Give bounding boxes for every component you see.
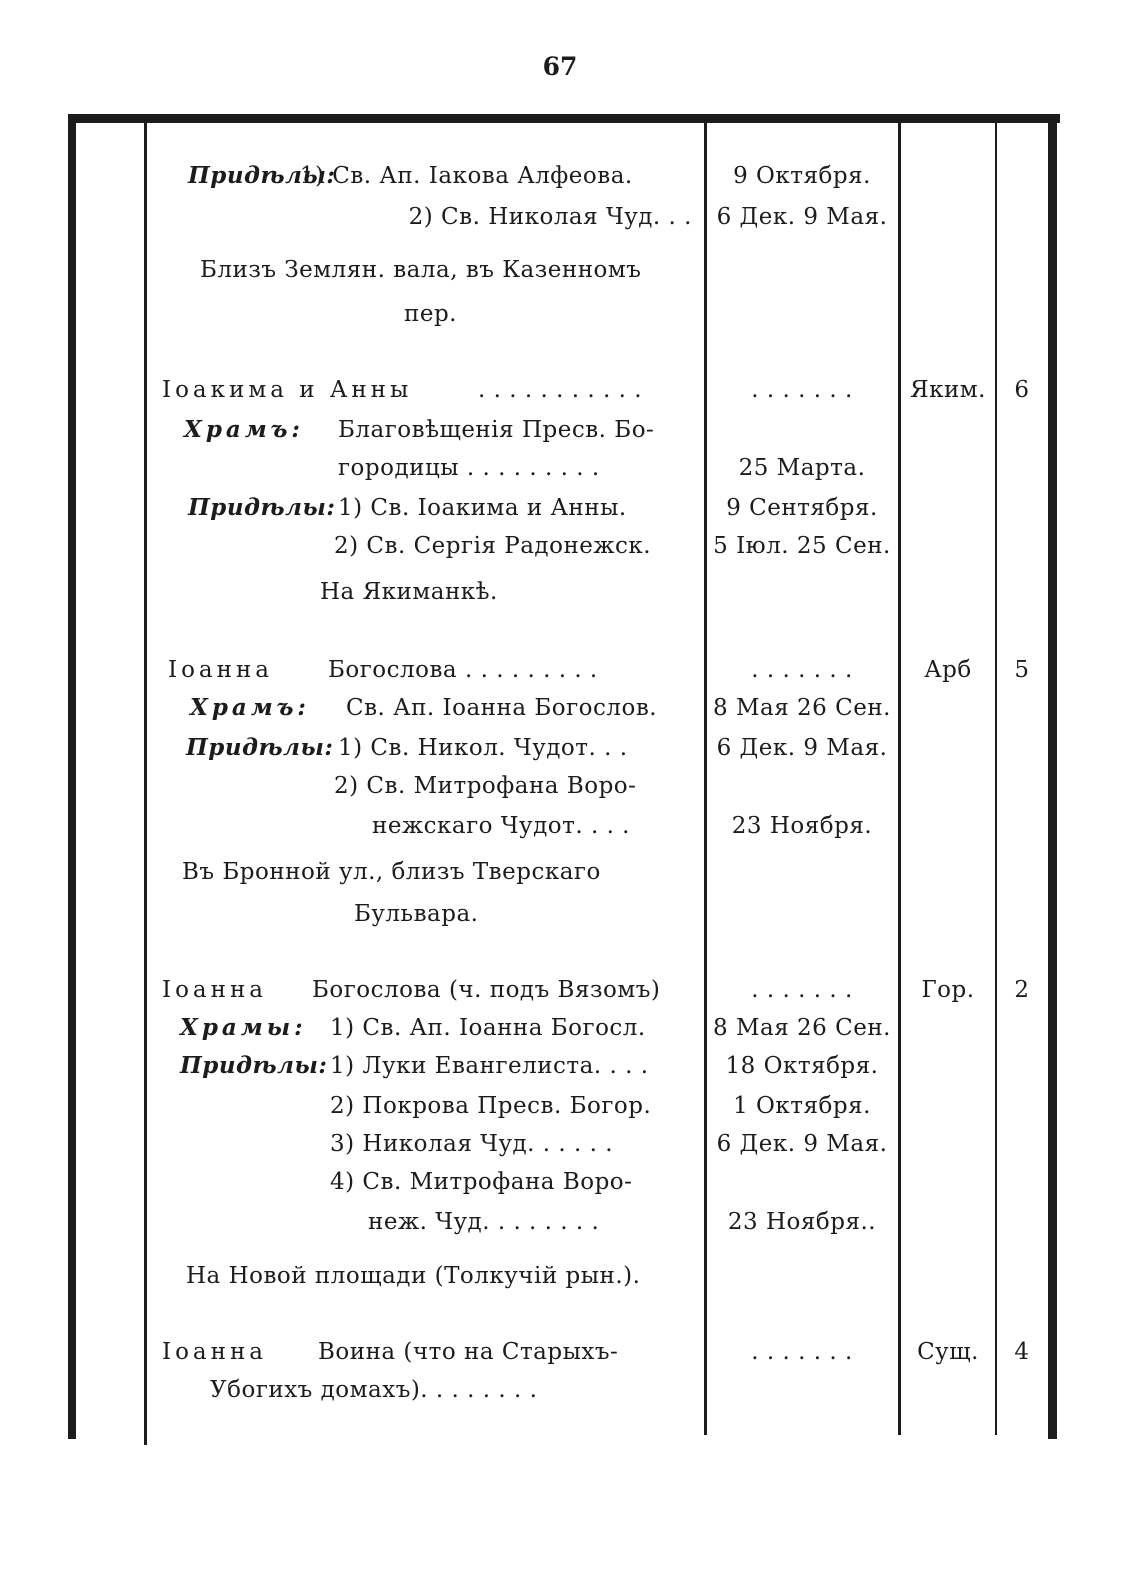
- chapel-line: 1) Св. Іоакима и Анны.: [338, 495, 627, 521]
- column-divider-date: [704, 120, 707, 1435]
- chapels-label: Придѣлы:: [188, 162, 336, 189]
- address-line: пер.: [404, 301, 457, 327]
- church-name: Іоанна: [162, 977, 268, 1003]
- church-count: 5: [1014, 657, 1030, 683]
- church-name-rest: Богослова (ч. подъ Вязомъ): [312, 977, 661, 1003]
- church-name-rest: Убогихъ домахъ). . . . . . . .: [210, 1377, 538, 1403]
- feast-date: 5 Іюл. 25 Сен.: [713, 533, 891, 559]
- temple-line: Благовѣщенія Пресв. Бо-: [338, 417, 655, 443]
- leader-dots: . . . . . . . . . . .: [478, 377, 643, 403]
- chapels-label: Придѣлы:: [186, 734, 334, 761]
- chapel-line: 1) Св. Ап. Іакова Алфеова.: [292, 163, 633, 189]
- church-name-rest: Воина (что на Старыхъ-: [318, 1339, 619, 1365]
- address-line: Въ Бронной ул., близъ Тверскаго: [182, 859, 601, 885]
- feast-date: 6 Дек. 9 Мая.: [716, 204, 888, 230]
- feast-date: 6 Дек. 9 Мая.: [716, 735, 888, 761]
- chapel-line: 3) Николая Чуд. . . . . .: [330, 1131, 614, 1157]
- address-line: На Якиманкѣ.: [320, 579, 498, 605]
- chapel-line: 2) Св. Николая Чуд. . .: [408, 204, 692, 230]
- church-name: Іоакима и Анны: [162, 377, 413, 403]
- page-number: 67: [542, 52, 578, 81]
- district: Гор.: [921, 977, 975, 1003]
- table-top-rule: [70, 114, 1060, 123]
- feast-date: 6 Дек. 9 Мая.: [716, 1131, 888, 1157]
- chapel-line: нежскаго Чудот. . . .: [372, 813, 630, 839]
- address-line: Близъ Землян. вала, въ Казенномъ: [200, 257, 642, 283]
- feast-date: 18 Октября.: [725, 1053, 879, 1079]
- address-line: На Новой площади (Толкучій рын.).: [186, 1263, 641, 1289]
- temple-label: Храмы:: [180, 1014, 307, 1041]
- chapel-line: 2) Покрова Пресв. Богор.: [330, 1093, 652, 1119]
- church-count: 2: [1014, 977, 1030, 1003]
- table-right-border: [1048, 114, 1057, 1439]
- column-divider-name: [144, 120, 147, 1445]
- temple-line: городицы . . . . . . . . .: [338, 455, 600, 481]
- chapel-line: 2) Св. Сергія Радонежск.: [334, 533, 652, 559]
- temple-label: Храмъ:: [190, 694, 310, 721]
- leader-dots: . . . . . . .: [751, 657, 853, 683]
- feast-date: 9 Сентября.: [726, 495, 878, 521]
- table-left-border: [68, 114, 76, 1439]
- chapel-line: 4) Св. Митрофана Воро-: [330, 1169, 633, 1195]
- chapels-label: Придѣлы:: [188, 494, 336, 521]
- district: Арб: [924, 657, 972, 683]
- address-line: Бульвара.: [354, 901, 479, 927]
- feast-date: 25 Марта.: [738, 455, 866, 481]
- church-name-rest: Богослова . . . . . . . . .: [328, 657, 598, 683]
- chapel-line: неж. Чуд. . . . . . . .: [368, 1209, 600, 1235]
- district: Сущ.: [917, 1339, 979, 1365]
- feast-date: 8 Мая 26 Сен.: [713, 1015, 891, 1041]
- church-name: Іоанна: [162, 1339, 268, 1365]
- temple-line: 1) Св. Ап. Іоанна Богосл.: [330, 1015, 646, 1041]
- column-divider-number: [995, 120, 997, 1435]
- feast-date: 23 Ноября.: [731, 813, 873, 839]
- leader-dots: . . . . . . .: [751, 377, 853, 403]
- leader-dots: . . . . . . .: [751, 1339, 853, 1365]
- chapel-line: 2) Св. Митрофана Воро-: [334, 773, 637, 799]
- church-count: 4: [1014, 1339, 1030, 1365]
- chapels-label: Придѣлы:: [180, 1052, 328, 1079]
- church-count: 6: [1014, 377, 1030, 403]
- chapel-line: 1) Луки Евангелиста. . . .: [330, 1053, 649, 1079]
- temple-line: Св. Ап. Іоанна Богослов.: [346, 695, 658, 721]
- column-divider-district: [898, 120, 901, 1435]
- feast-date: 8 Мая 26 Сен.: [713, 695, 891, 721]
- feast-date: 9 Октября.: [733, 163, 871, 189]
- district: Яким.: [910, 377, 986, 403]
- feast-date: 1 Октября.: [733, 1093, 871, 1119]
- temple-label: Храмъ:: [184, 416, 304, 443]
- leader-dots: . . . . . . .: [751, 977, 853, 1003]
- chapel-line: 1) Св. Никол. Чудот. . .: [338, 735, 628, 761]
- church-name: Іоанна: [168, 657, 274, 683]
- feast-date: 23 Ноября..: [727, 1209, 877, 1235]
